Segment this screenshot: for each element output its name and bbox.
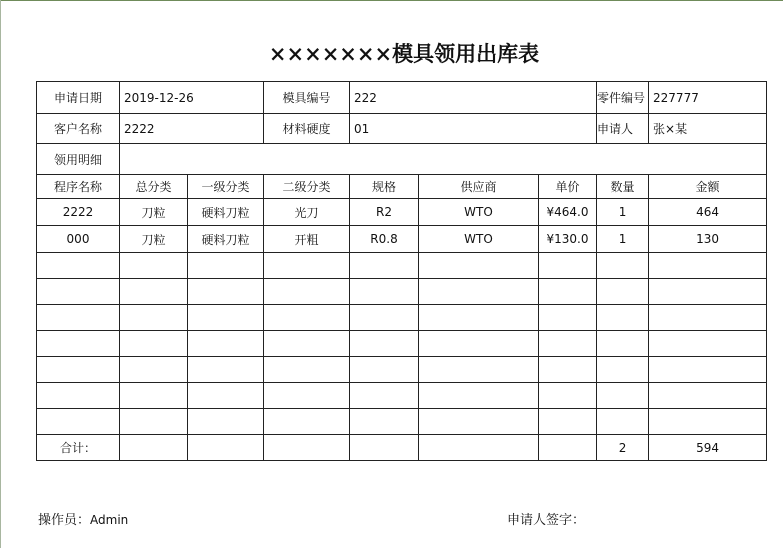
empty-row [37, 383, 767, 409]
mold-no-value: 222 [350, 82, 597, 114]
cell-level2: 光刀 [264, 199, 350, 226]
header-row-1 [37, 82, 767, 114]
detail-row [37, 144, 767, 175]
applicant-value: 张×某 [649, 114, 767, 144]
column-header: 供应商 [419, 175, 539, 199]
header-row-2 [37, 114, 767, 144]
cell-category: 刀粒 [120, 199, 188, 226]
cell-program-name: 000 [37, 226, 120, 253]
empty-row [37, 357, 767, 383]
empty-row [37, 305, 767, 331]
cell-quantity: 1 [597, 199, 649, 226]
cell-category: 刀粒 [120, 226, 188, 253]
cell-level1: 硬料刀粒 [188, 199, 264, 226]
cell-amount: 464 [649, 199, 767, 226]
operator-line [38, 509, 128, 528]
hardness-label: 材料硬度 [264, 114, 350, 144]
total-label: 合计： [37, 435, 120, 461]
empty-row [37, 253, 767, 279]
column-header: 程序名称 [37, 175, 120, 199]
window-top-border [0, 0, 783, 1]
cell-unit-price: ¥464.0 [539, 199, 597, 226]
table-row [37, 226, 767, 253]
column-header: 总分类 [120, 175, 188, 199]
detail-label: 领用明细 [37, 144, 120, 175]
cell-program-name: 2222 [37, 199, 120, 226]
column-header: 数量 [597, 175, 649, 199]
cell-supplier: WTO [419, 199, 539, 226]
operator-label: 操作员： [38, 513, 91, 528]
empty-row [37, 331, 767, 357]
hardness-value: 01 [350, 114, 597, 144]
apply-date-value: 2019-12-26 [120, 82, 264, 114]
customer-value: 2222 [120, 114, 264, 144]
cell-supplier: WTO [419, 226, 539, 253]
column-header: 规格 [350, 175, 419, 199]
detail-value [120, 144, 767, 175]
cell-unit-price: ¥130.0 [539, 226, 597, 253]
operator-value: Admin [90, 513, 129, 527]
column-header: 一级分类 [188, 175, 264, 199]
column-header: 单价 [539, 175, 597, 199]
column-header: 二级分类 [264, 175, 350, 199]
total-amount: 594 [649, 435, 767, 461]
total-row [37, 435, 767, 461]
cell-level2: 开粗 [264, 226, 350, 253]
column-header-row [37, 175, 767, 199]
part-no-label: 零件编号 [597, 82, 649, 114]
applicant-label: 申请人 [597, 114, 649, 144]
mold-no-label: 模具编号 [264, 82, 350, 114]
window-left-border [0, 0, 1, 548]
cell-level1: 硬料刀粒 [188, 226, 264, 253]
cell-spec: R0.8 [350, 226, 419, 253]
part-no-value: 227777 [649, 82, 767, 114]
customer-label: 客户名称 [37, 114, 120, 144]
total-quantity: 2 [597, 435, 649, 461]
signature-label: 申请人签字： [507, 513, 586, 528]
column-header: 金额 [649, 175, 767, 199]
apply-date-label: 申请日期 [37, 82, 120, 114]
cell-quantity: 1 [597, 226, 649, 253]
empty-row [37, 409, 767, 435]
table-row [37, 199, 767, 226]
cell-spec: R2 [350, 199, 419, 226]
requisition-table [36, 81, 767, 461]
cell-amount: 130 [649, 226, 767, 253]
empty-row [37, 279, 767, 305]
page-title: ×××××××模具领用出库表 [268, 41, 540, 66]
